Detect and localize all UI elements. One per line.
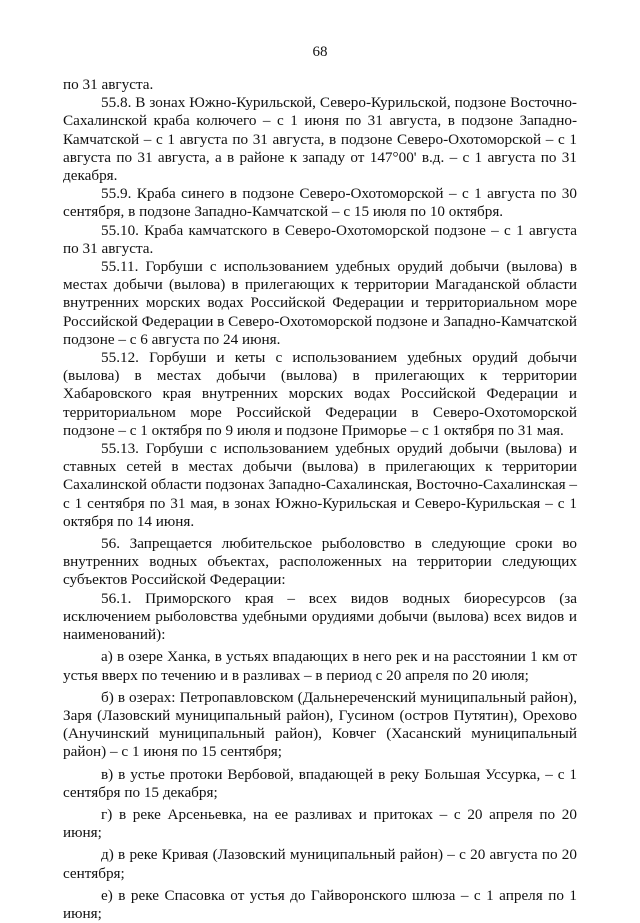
paragraph-56: 56. Запрещается любительское рыболовство в следующие сроки во внутренних водных объектах, расположенных на территории следующих субъектов Российской Федерации: bbox=[63, 535, 577, 589]
paragraph-55-11: 55.11. Горбуши с использованием удебных орудий добычи (вылова) в местах добычи (вылова) в прилегающих к территории Магаданской области внутренних морских водах Российской Федерации и территориальном море Российской Федерации в Северо-Охотоморской подзоне и Западно-Камчатской подзоне – с 6 августа по 24 июня. bbox=[63, 258, 578, 348]
document-body bbox=[63, 76, 577, 923]
paragraph-56-1: 56.1. Приморского края – всех видов водных биоресурсов (за исключением рыболовства удебными орудиями добычи (вылова) всех видов и наименований): bbox=[63, 589, 577, 644]
list-item-e: е) в реке Спасовка от устья до Гайворонского шлюза – с 1 апреля по 1 июня; bbox=[63, 886, 577, 922]
page-number: 68 bbox=[312, 44, 328, 60]
list-item-b: б) в озерах: Петропавловском (Дальнереченский муниципальный район), Заря (Лазовский муниципальный район), Гусином (остров Путятин), Орехово (Анучинский муниципальный район), Ковчег (Хасанский муниципальный район) – с 1 июня по 15 сентября; bbox=[63, 688, 577, 761]
paragraph-continuation: по 31 августа. bbox=[63, 76, 154, 93]
list-item-g: г) в реке Арсеньевка, на ее разливах и притоках – с 20 апреля по 20 июня; bbox=[63, 805, 577, 842]
paragraph-55-13: 55.13. Горбуши с использованием удебных орудий добычи (вылова) и ставных сетей в местах добычи (вылова) в прилегающих к территории Сахалинской области подзонах Западно-Сахалинская, Восточно-Сахалинская – с 1 сентября по 31 мая, в зонах Южно-Курильская и Северо-Курильская – с 1 октября по 14 июня. bbox=[63, 440, 577, 530]
paragraph-55-10: 55.10. Краба камчатского в Северо-Охотоморской подзоне – с 1 августа по 31 августа. bbox=[63, 221, 577, 257]
paragraph-55-8: 55.8. В зонах Южно-Курильской, Северо-Курильской, подзоне Восточно-Сахалинской краба колючего – с 1 июня по 31 августа, в подзоне Западно-Камчатской – с 1 августа по 31 августа, в подзоне Северо-Охотоморской – с 1 августа по 31 августа, а в районе к западу от 147°00' в.д. – с 1 августа по 31 декабря. bbox=[63, 94, 577, 185]
list-item-v: в) в устье протоки Вербовой, впадающей в реку Большая Уссурка, – с 1 сентября по 15 декабря; bbox=[63, 765, 577, 801]
list-item-d: д) в реке Кривая (Лазовский муниципальный район) – с 20 августа по 20 сентября; bbox=[63, 846, 577, 882]
paragraph-55-9: 55.9. Краба синего в подзоне Северо-Охотоморской – с 1 августа по 30 сентября, в подзоне Западно-Камчатской – с 15 июля по 10 октября. bbox=[63, 185, 577, 221]
list-item-a: а) в озере Ханка, в устьях впадающих в него рек и на расстоянии 1 км от устья вверх по течению и в разливах – в период с 20 апреля по 20 июля; bbox=[63, 648, 577, 684]
paragraph-55-12: 55.12. Горбуши и кеты с использованием удебных орудий добычи (вылова) в местах добычи (вылова) в прилегающих к территории Хабаровского края внутренних морских водах Российской Федерации и территориальном море Российской Федерации в Северо-Охотоморской подзоне – с 1 октября по 9 июля и подзоне Приморье – с 1 октября по 31 мая. bbox=[63, 349, 577, 439]
